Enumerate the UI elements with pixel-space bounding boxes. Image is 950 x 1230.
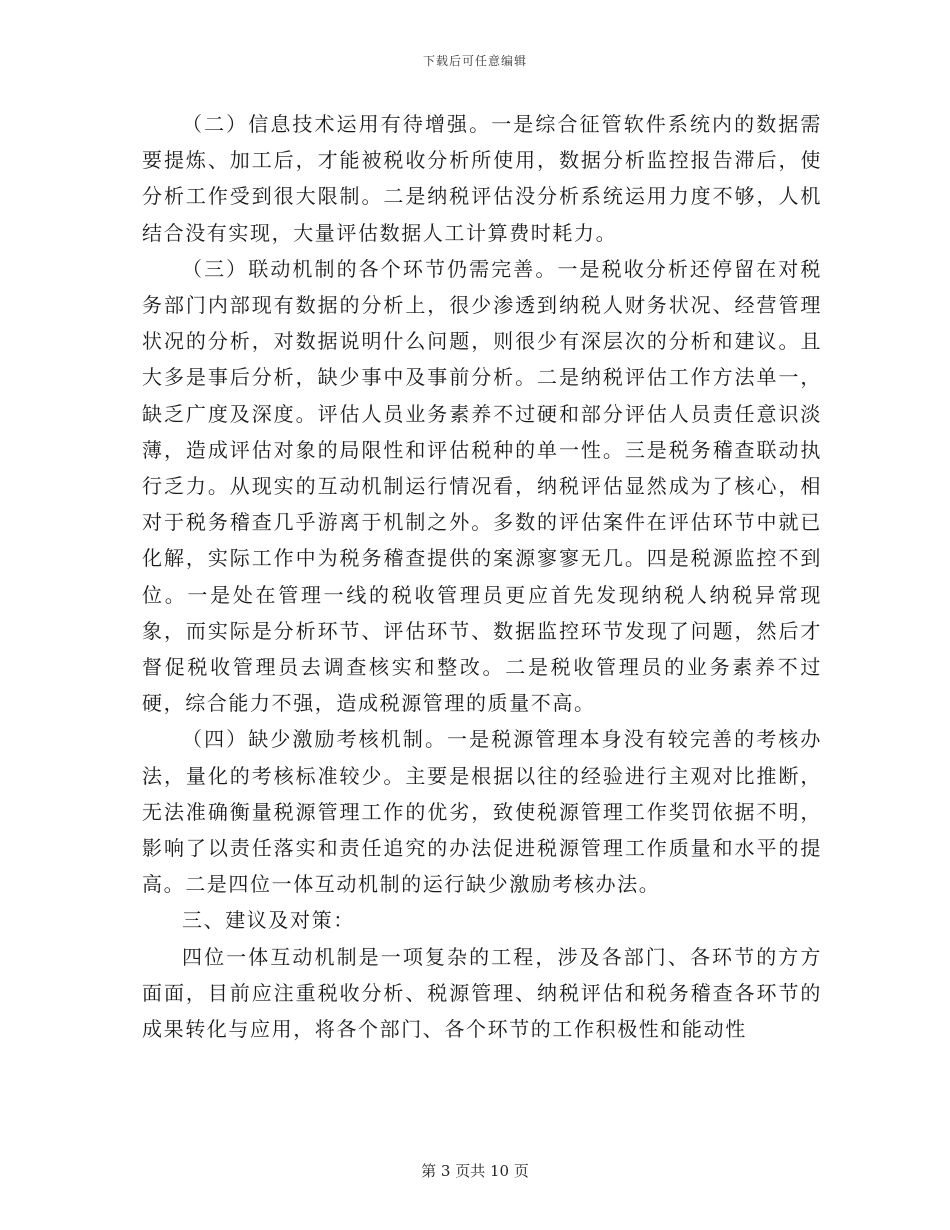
document-body: [142, 106, 822, 1047]
section-heading-suggestions: 三、建议及对策：: [182, 908, 355, 933]
paragraph-linkage-mechanism: （三）联动机制的各个环节仍需完善。一是税收分析还停留在对税务部门内部现有数据的分析上，很少渗透到纳税人财务状况、经营管理状况的分析，对数据说明什么问题，则很少有深层次的分析和建议。且大多是事后分析，缺少事中及事前分析。二是纳税评估工作方法单一，缺乏广度及深度。评估人员业务素养不过硬和部分评估人员责任意识淡薄，造成评估对象的局限性和评估税种的单一性。三是税务稽查联动执行乏力。从现实的互动机制运行情况看，纳税评估显然成为了核心，相对于税务稽查几乎游离于机制之外。多数的评估案件在评估环节中就已化解，实际工作中为税务稽查提供的案源寥寥无几。四是税源监控不到位。一是处在管理一线的税收管理员更应首先发现纳税人纳税异常现象，而实际是分析环节、评估环节、数据监控环节发现了问题，然后才督促税收管理员去调查核实和整改。二是税收管理员的业务素养不过硬，综合能力不强，造成税源管理的质量不高。: [142, 256, 822, 716]
page-number: 第 3 页共 10 页: [421, 1162, 529, 1180]
paragraph-incentive-assessment: （四）缺少激励考核机制。一是税源管理本身没有较完善的考核办法，量化的考核标准较少。主要是根据以往的经验进行主观对比推断，无法准确衡量税源管理工作的优劣，致使税源管理工作奖罚依据不明，影响了以责任落实和责任追究的办法促进税源管理工作质量和水平的提高。二是四位一体互动机制的运行缺少激励考核办法。: [142, 727, 822, 897]
page-header: 下载后可任意编辑: [422, 54, 527, 68]
paragraph-info-tech: （二）信息技术运用有待增强。一是综合征管软件系统内的数据需要提炼、加工后，才能被税收分析所使用，数据分析监控报告滞后，使分析工作受到很大限制。二是纳税评估没分析系统运用力度不够，人机结合没有实现，大量评估数据人工计算费时耗力。: [142, 112, 822, 245]
paragraph-four-in-one: 四位一体互动机制是一项复杂的工程，涉及各部门、各环节的方方面面，目前应注重税收分析、税源管理、纳税评估和税务稽查各环节的成果转化与应用，将各个部门、各个环节的工作积极性和能动性: [142, 944, 822, 1042]
